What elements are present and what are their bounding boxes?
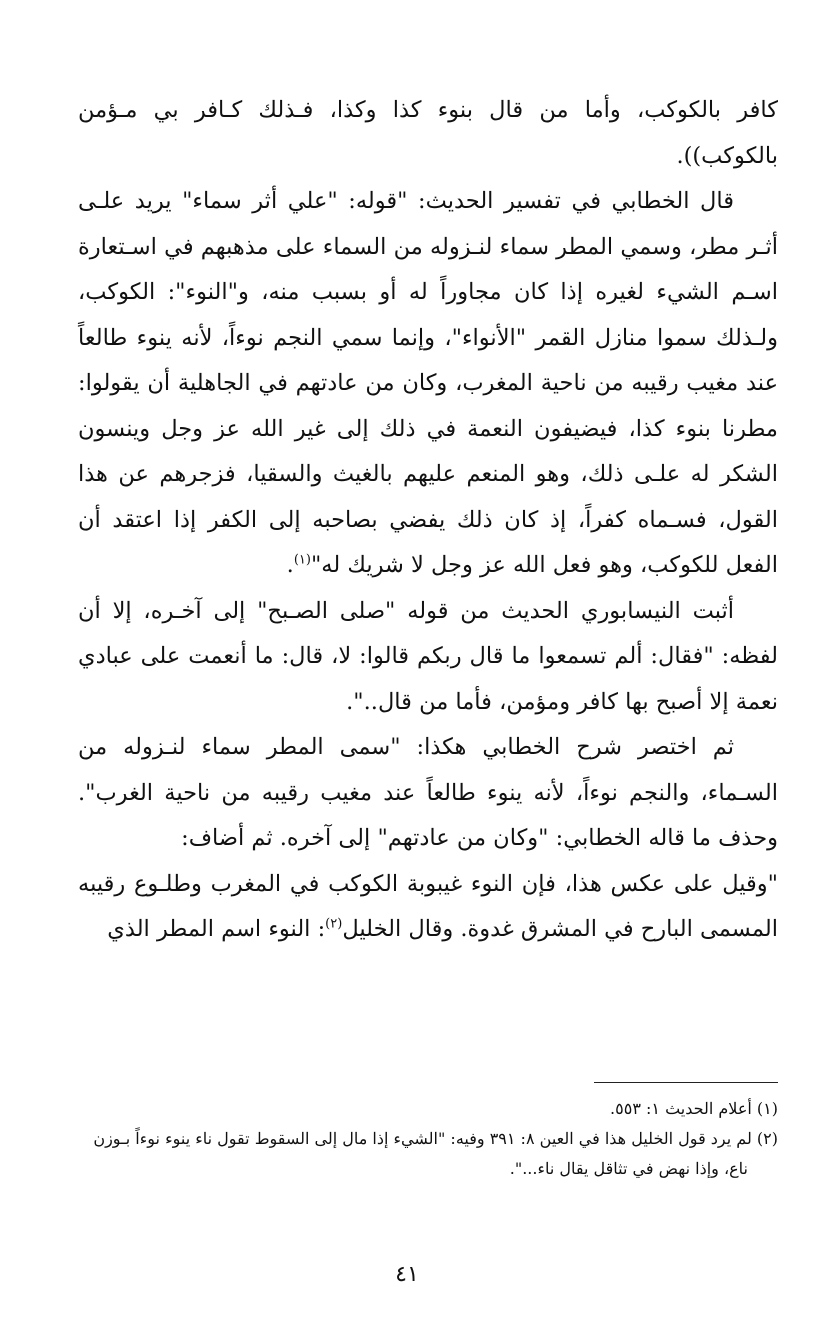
footnote-ref-1[interactable]: (١) <box>293 552 311 568</box>
footnote-1: (١) أعلام الحديث ١: ٥٥٣. <box>610 1099 778 1118</box>
paragraph-1: كافر بالكوكب، وأما من قال بنوء كذا وكذا، فـذلك كـافر بي مـؤمن بالكوكب)). <box>78 97 778 169</box>
page-number: ٤١ <box>395 1262 419 1287</box>
paragraph-2: قال الخطابي في تفسير الحديث: "قوله: "علي أثر سماء" يريد علـى أثـر مطر، وسمي المطر سماء لنـزوله من السماء على مذهبهم في اسـتعارة اسـم الشيء لغيره إذا كان مجاوراً له أو بسبب منه، و"النوء": الكوكب، ولـذلك سموا منازل القمر "الأنواء"، وإنما سمي النجم نوءاً، لأنه ينوء طالعاً عند مغيب رقيبه من ناحية المغرب، وكان من عادتهم في الجاهلية أن يقولوا: مطرنا بنوء كذا، فيضيفون النعمة في ذلك إلى غير الله عز وجل وينسون الشكر له علـى ذلك، وهو المنعم عليهم بالغيث والسقيا، فزجرهم عن هذا القول، فسـماه كفراً، إذ كان ذلك يفضي بصاحبه إلى الكفر إذا اعتقد أن الفعل للكوكب، وهو فعل الله عز وجل لا شريك له"$^{(١)}$. <box>78 188 778 578</box>
main-text <box>78 88 778 953</box>
footnote-separator <box>594 1082 778 1083</box>
footnotes <box>78 1094 778 1184</box>
footnote-2: (٢) لم يرد قول الخليل هذا في العين ٨: ٣٩١ وفيه: "الشيء إذا مال إلى السقوط تقول ناء ينوء نوءاً بـوزن <box>93 1129 778 1148</box>
footnote-ref-2[interactable]: (٢) <box>325 916 343 932</box>
paragraph-4: ثم اختصر شرح الخطابي هكذا: "سمى المطر سماء لنـزوله من السـماء، والنجم نوءاً، لأنه ينوء طالعاً عند مغيب رقيبه من ناحية الغرب". وحذف ما قاله الخطابي: "وكان من عادتهم" إلى آخره. ثم أضاف: <box>78 734 778 851</box>
footnote-2-continuation: ناع، وإذا نهض في تثاقل يقال ناء...". <box>509 1159 748 1178</box>
paragraph-3: أثبت النيسابوري الحديث من قوله "صلى الصـبح" إلى آخـره، إلا أن لفظه: "فقال: ألم تسمعوا ما قال ربكم قالوا: لا، قال: ما أنعمت على عبادي نعمة إلا أصبح بها كافر ومؤمن، فأما من قال..". <box>78 597 778 715</box>
paragraph-5: "وقيل على عكس هذا، فإن النوء غيبوبة الكوكب في المغرب وطلـوع رقيبه المسمى البارح في المشرق غدوة. وقال الخليل$^{(٢)}$: النوء اسم المطر الذي <box>78 870 778 942</box>
